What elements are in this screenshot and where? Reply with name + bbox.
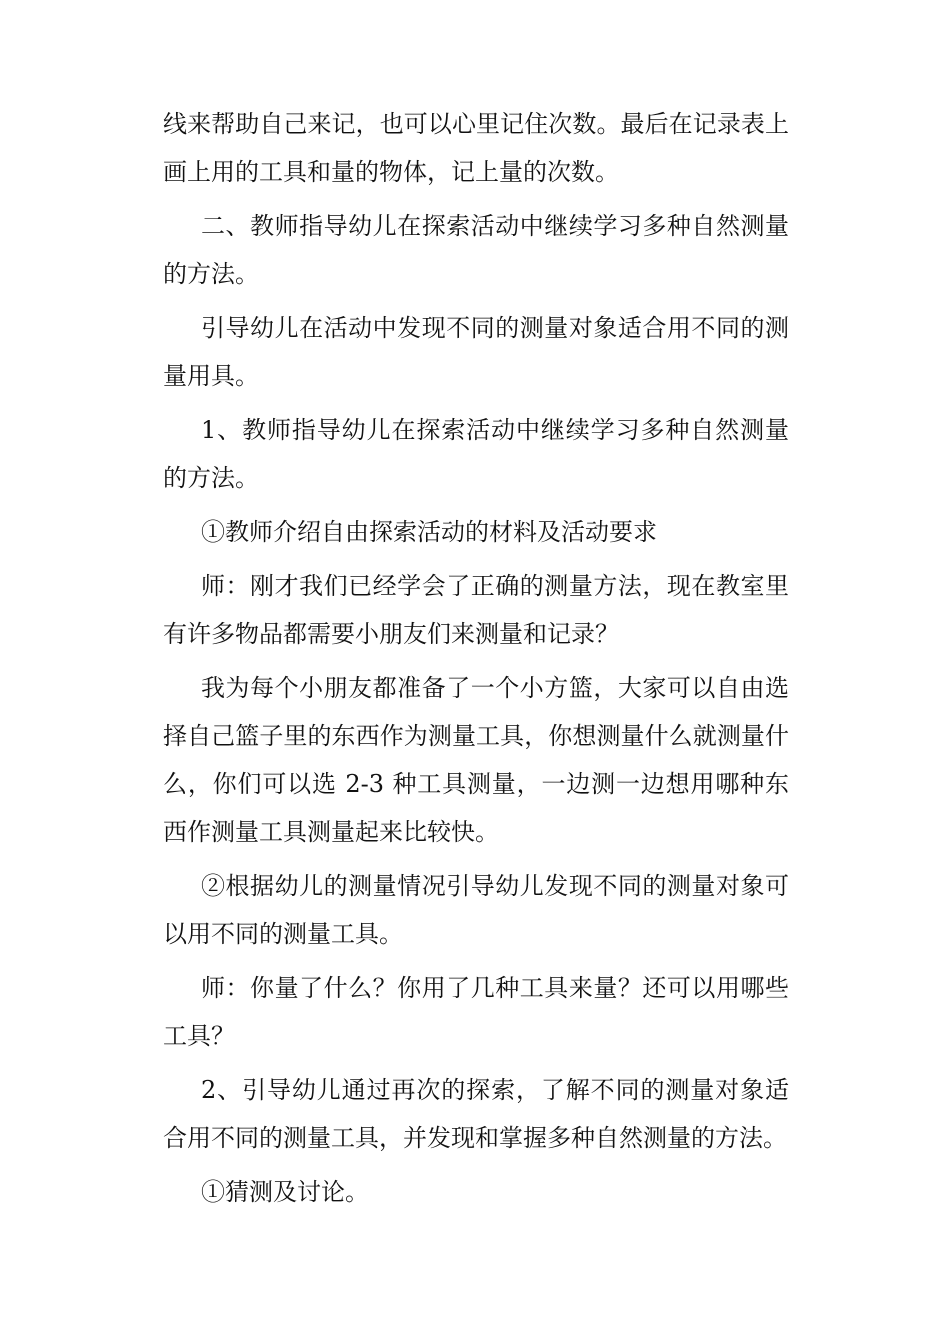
- paragraph: 引导幼儿在活动中发现不同的测量对象适合用不同的测量用具。: [163, 314, 789, 390]
- list-item: ②根据幼儿的测量情况引导幼儿发现不同的测量对象可以用不同的测量工具。: [163, 872, 789, 948]
- section-heading: 二、教师指导幼儿在探索活动中继续学习多种自然测量的方法。: [163, 212, 789, 288]
- paragraph: 线来帮助自己来记，也可以心里记住次数。最后在记录表上画上用的工具和量的物体，记上量的次数。: [163, 110, 789, 186]
- dialogue-paragraph: 师：你量了什么？你用了几种工具来量？还可以用哪些工具？: [163, 974, 789, 1050]
- subsection-heading: 2、引导幼儿通过再次的探索，了解不同的测量对象适合用不同的测量工具，并发现和掌握多种自然测量的方法。: [163, 1076, 789, 1152]
- list-item: ①教师介绍自由探索活动的材料及活动要求: [201, 518, 657, 546]
- subsection-heading: 1、教师指导幼儿在探索活动中继续学习多种自然测量的方法。: [163, 416, 789, 492]
- list-item: ①猜测及讨论。: [201, 1178, 369, 1206]
- document-body: [163, 100, 789, 1222]
- dialogue-paragraph: 师：刚才我们已经学会了正确的测量方法，现在教室里有许多物品都需要小朋友们来测量和记录？: [163, 572, 789, 648]
- paragraph: 我为每个小朋友都准备了一个小方篮，大家可以自由选择自己篮子里的东西作为测量工具，你想测量什么就测量什么，你们可以选 2-3 种工具测量，一边测一边想用哪种东西作测量工具测量起来比较快。: [163, 674, 789, 846]
